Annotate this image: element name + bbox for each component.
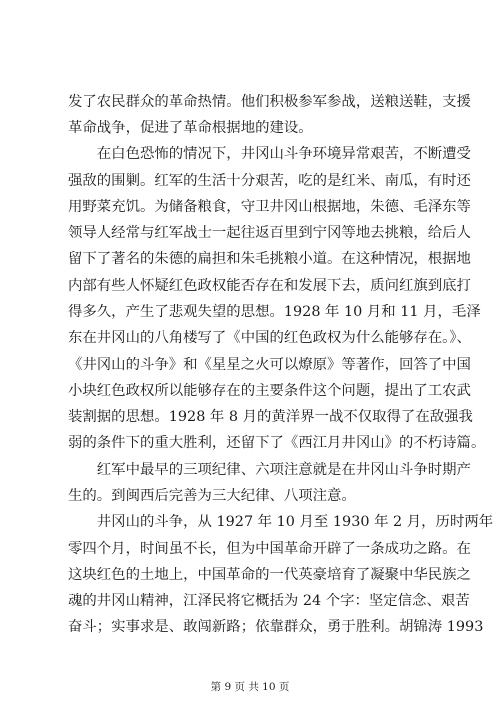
text-line: 留下了著名的朱德的扁担和朱毛挑粮小道。在这种情况，根据地 bbox=[68, 251, 471, 267]
text-line: 生的。到闽西后完善为三大纪律、八项注意。 bbox=[68, 488, 356, 504]
text-line: 这块红色的土地上，中国革命的一代英豪培育了凝聚中华民族之 bbox=[68, 567, 471, 583]
text-line: 弱的条件下的重大胜利，还留下了《西江月井冈山》的不朽诗篇。 bbox=[68, 435, 486, 451]
text-line: 《井冈山的斗争》和《星星之火可以燎原》等著作，回答了中国 bbox=[68, 357, 471, 373]
text-line: 小块红色政权所以能够存在的主要条件这个问题，提出了工农武 bbox=[68, 383, 471, 399]
text-line: 东在井冈山的八角楼写了《中国的红色政权为什么能够存在。》、 bbox=[68, 330, 471, 346]
text-line: 用野菜充饥。为储备粮食，守卫井冈山根据地，朱德、毛泽东等 bbox=[68, 199, 471, 215]
text-line: 装割据的思想。1928 年 8 月的黄洋界一战不仅取得了在敌强我 bbox=[68, 409, 473, 425]
text-line: 魂的井冈山精神，江泽民将它概括为 24 个字：坚定信念、艰苦 bbox=[68, 593, 470, 609]
text-line: 革命战争，促进了革命根据地的建设。 bbox=[68, 120, 313, 136]
text-line: 得多久，产生了悲观失望的思想。1928 年 10 月和 11 月，毛泽 bbox=[68, 304, 481, 320]
page-number-footer: 第 9 页 共 10 页 bbox=[210, 681, 290, 693]
text-line: 内部有些人怀疑红色政权能否存在和发展下去，质问红旗到底打 bbox=[68, 278, 471, 294]
text-line: 零四个月，时间虽不长，但为中国革命开辟了一条成功之路。在 bbox=[68, 541, 471, 557]
text-line: 井冈山的斗争，从 1927 年 10 月至 1930 年 2 月，历时两年 bbox=[68, 514, 494, 530]
text-line: 发了农民群众的革命热情。他们积极参军参战，送粮送鞋，支援 bbox=[68, 94, 471, 110]
text-line: 领导人经常与红军战士一起往返百里到宁冈等地去挑粮，给后人 bbox=[68, 225, 471, 241]
text-line: 强敌的围剿。红军的生活十分艰苦，吃的是红米、南瓜，有时还 bbox=[68, 173, 471, 189]
text-line: 在白色恐怖的情况下，井冈山斗争环境异常艰苦，不断遭受 bbox=[68, 146, 471, 162]
text-line: 红军中最早的三项纪律、六项注意就是在井冈山斗争时期产 bbox=[68, 462, 471, 478]
text-line: 奋斗；实事求是、敢闯新路；依靠群众，勇于胜利。胡锦涛 1993 bbox=[68, 619, 484, 635]
